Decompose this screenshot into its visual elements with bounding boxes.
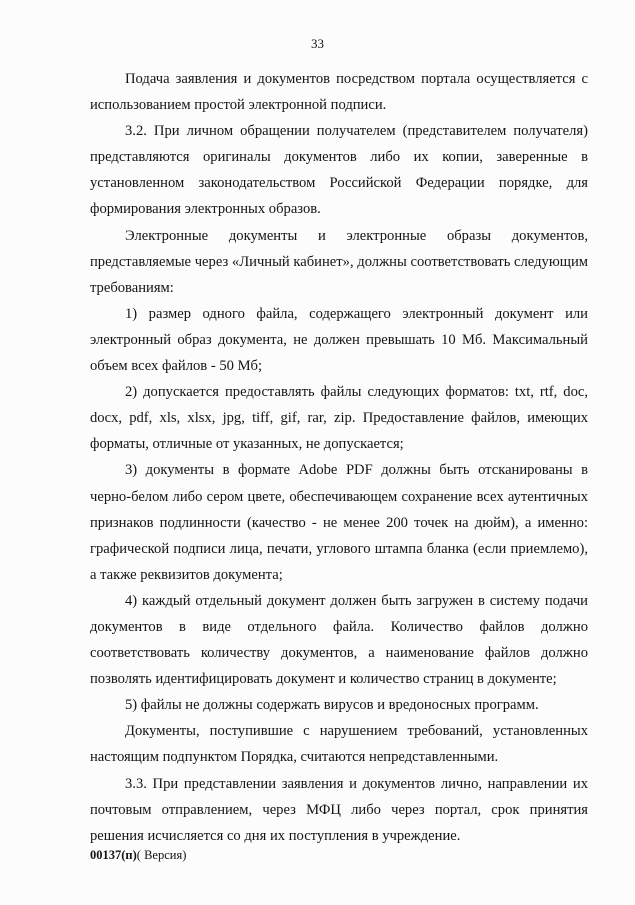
document-code: 00137(п) bbox=[90, 848, 137, 862]
page-number: 33 bbox=[311, 36, 324, 51]
paragraph-portal-signature: Подача заявления и документов посредством портала осуществляется с использованием простой электронной подписи. bbox=[90, 71, 588, 114]
document-version: ( Версия) bbox=[136, 848, 187, 862]
paragraph-item-4: 4) каждый отдельный документ должен быть загружен в систему подачи документов в виде отдельного файла. Количество файлов должно соответствовать количеству документов, а наименование файлов должно позволять идентифицировать документ и количество страниц в документе; bbox=[90, 592, 588, 688]
paragraph-3-2: 3.2. При личном обращении получателем (представителем получателя) представляются оригиналы документов либо их копии, заверенные в установленном законодательством Российской Федерации порядке, для формирования электронных образов. bbox=[90, 123, 588, 218]
paragraph-item-1: 1) размер одного файла, содержащего электронный документ или электронный образ документа, не должен превышать 10 Мб. Максимальный объем всех файлов - 50 Мб; bbox=[90, 305, 588, 375]
paragraph-item-3: 3) документы в формате Adobe PDF должны быть отсканированы в черно-белом либо сером цвете, обеспечивающем сохранение всех аутентичных признаков подлинности (качество - не менее 200 точек на дюйм), а именно: графической подписи лица, печати, углового штампа бланка (если приемлемо), а также реквизитов документа; bbox=[90, 462, 588, 583]
paragraph-3-3: 3.3. При представлении заявления и документов лично, направлении их почтовым отправлением, через МФЦ либо через портал, срок принятия решения исчисляется со дня их поступления в учреждение. bbox=[90, 775, 588, 844]
paragraph-requirements-intro: Электронные документы и электронные образы документов, представляемые через «Личный кабинет», должны соответствовать следующим требованиям: bbox=[90, 227, 588, 296]
paragraph-item-2: 2) допускается предоставлять файлы следующих форматов: txt, rtf, doc, docx, pdf, xls, xlsx, jpg, tiff, gif, rar, zip. Предоставление файлов, имеющих форматы, отличные от указанных, не допускается; bbox=[90, 384, 588, 453]
document-body bbox=[90, 66, 588, 849]
paragraph-item-5: 5) файлы не должны содержать вирусов и вредоносных программ. bbox=[125, 697, 539, 714]
paragraph-violations: Документы, поступившие с нарушением требований, установленных настоящим подпунктом Порядка, считаются непредставленными. bbox=[90, 723, 588, 766]
document-footer bbox=[90, 848, 186, 863]
